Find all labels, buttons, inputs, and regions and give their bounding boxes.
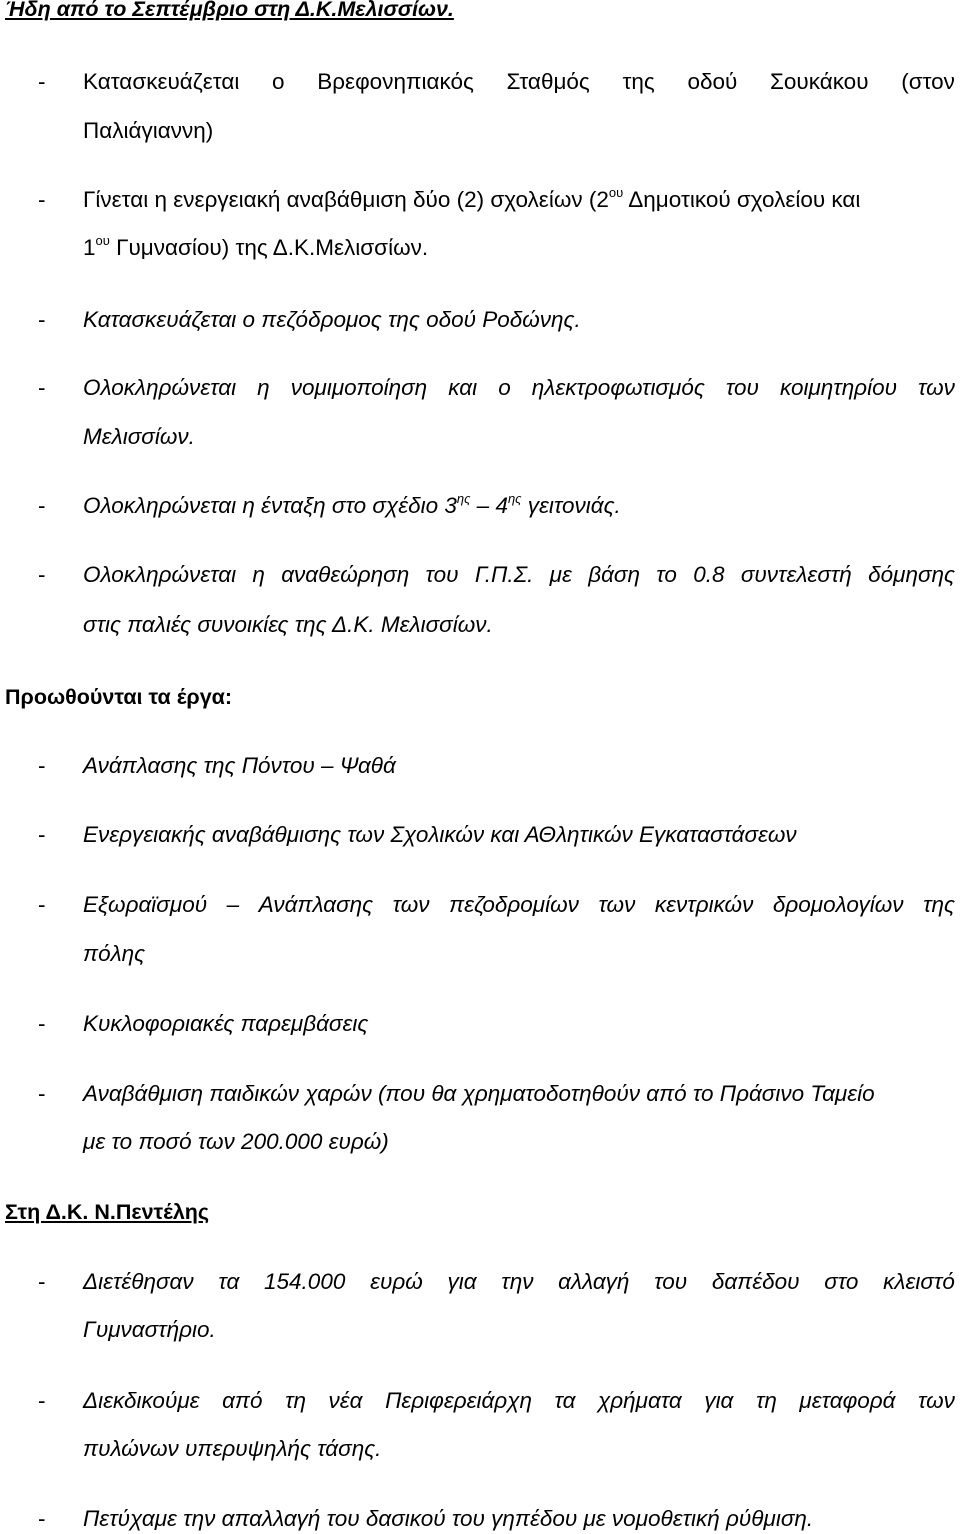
word: Εξωραϊσμού	[83, 892, 208, 917]
list-item-neighborhood-plan: Ολοκληρώνεται η ένταξη στο σχέδιο $3^{\eta\varsigma} - 4^{\eta\varsigma}$ γειτονιάς.	[83, 491, 621, 518]
bullet-dash: -	[38, 753, 46, 778]
list-item-gym-floor-line1	[83, 1267, 955, 1297]
word: οδού	[687, 69, 738, 94]
word: των	[918, 1388, 955, 1413]
word: ευρώ	[370, 1269, 423, 1294]
word: η	[257, 375, 270, 400]
word: δρομολογίων	[772, 892, 904, 917]
bullet-dash: -	[38, 69, 46, 94]
list-item-sidewalks-line1	[83, 890, 955, 920]
bullet-dash: -	[38, 1269, 46, 1294]
word: Κατασκευάζεται	[83, 69, 240, 94]
word: –	[226, 892, 240, 917]
word: κλειστό	[883, 1269, 955, 1294]
word: πεζοδρομίων	[449, 892, 579, 917]
bullet-dash: -	[38, 375, 46, 400]
word: ο	[498, 375, 511, 400]
word: 154.000	[264, 1269, 346, 1294]
word: τη	[285, 1388, 306, 1413]
word: βάση	[588, 562, 640, 587]
section-heading-penteli: Στη Δ.Κ. Ν.Πεντέλης	[5, 1200, 210, 1224]
bullet-dash: -	[38, 1011, 46, 1036]
list-item-school-sports-energy: Ενεργειακής αναβάθμισης των Σχολικών και ΑΘλητικών Εγκαταστάσεων	[83, 822, 797, 847]
bullet-dash: -	[38, 187, 46, 212]
word: στο	[824, 1269, 859, 1294]
list-item-cemetery-line2: Μελισσίων.	[83, 424, 195, 449]
word: το	[656, 562, 677, 587]
word: χρήματα	[598, 1388, 682, 1413]
word: Ολοκληρώνεται	[83, 562, 237, 587]
word: για	[704, 1388, 734, 1413]
word: Σταθμός	[506, 69, 590, 94]
word: δαπέδου	[711, 1269, 800, 1294]
list-item-pylons-line1	[83, 1386, 955, 1416]
word: των	[918, 375, 955, 400]
word: Διεκδικούμε	[83, 1388, 200, 1413]
word: με	[549, 562, 572, 587]
word: Βρεφονηπιακός	[317, 69, 474, 94]
word: τη	[755, 1388, 777, 1413]
list-item-playgrounds-line2: με το ποσό των 200.000 ευρώ)	[83, 1129, 389, 1154]
bullet-dash: -	[38, 892, 46, 917]
list-item-traffic-interventions: Κυκλοφοριακές παρεμβάσεις	[83, 1011, 369, 1036]
bullet-dash: -	[38, 1388, 46, 1413]
word: του	[654, 1269, 688, 1294]
list-item-nursery-line1	[83, 67, 955, 97]
word: Διετέθησαν	[83, 1269, 194, 1294]
section-heading-melissia: Ήδη από το Σεπτέμβριο στη Δ.Κ.Μελισσίων.	[5, 0, 454, 21]
word: δόμησης	[868, 562, 955, 587]
word: νομιμοποίηση	[290, 375, 428, 400]
word: Σουκάκου	[770, 69, 869, 94]
word: συντελεστή	[740, 562, 852, 587]
bullet-dash: -	[38, 822, 46, 847]
list-item-forest-exemption: Πετύχαμε την απαλλαγή του δασικού του γηπέδου με νομοθετική ρύθμιση.	[83, 1506, 814, 1531]
word: ο	[272, 69, 285, 94]
word: του	[725, 375, 759, 400]
word: για	[447, 1269, 477, 1294]
list-item-pontou-psatha: Ανάπλασης της Πόντου – Ψαθά	[83, 753, 396, 778]
list-item-energy-upgrade-line1: Γίνεται η ενεργειακή αναβάθμιση δύο (2) σχολείων ($2^{o\upsilon}$ Δημοτικού σχολείου και	[83, 185, 861, 212]
word: κοιμητηρίου	[779, 375, 897, 400]
bullet-dash: -	[38, 493, 46, 518]
word: η	[252, 562, 265, 587]
word: τα	[554, 1388, 576, 1413]
word: κεντρικών	[654, 892, 754, 917]
word: μεταφορά	[799, 1388, 896, 1413]
bullet-dash: -	[38, 1506, 46, 1531]
word: νέα	[328, 1388, 363, 1413]
list-item-nursery-line2: Παλιάγιαννη)	[83, 118, 214, 143]
word: Περιφερειάρχη	[385, 1388, 532, 1413]
word: του	[425, 562, 459, 587]
word: (στον	[901, 69, 955, 94]
word: την	[501, 1269, 534, 1294]
word: από	[222, 1388, 263, 1413]
word: αλλαγή	[558, 1269, 630, 1294]
word: και	[448, 375, 478, 400]
bullet-dash: -	[38, 1081, 46, 1106]
word: αναθεώρηση	[281, 562, 410, 587]
word: Ολοκληρώνεται	[83, 375, 237, 400]
bullet-dash: -	[38, 307, 46, 332]
list-item-gym-floor-line2: Γυμναστήριο.	[83, 1317, 216, 1342]
word: της	[923, 892, 955, 917]
list-item-playgrounds-line1: Αναβάθμιση παιδικών χαρών (που θα χρηματοδοτηθούν από το Πράσινο Ταμείο	[83, 1081, 875, 1106]
word: τα	[218, 1269, 240, 1294]
list-item-cemetery-line1	[83, 373, 955, 403]
list-item-gps-revision-line1	[83, 560, 955, 590]
word: 0.8	[693, 562, 725, 587]
list-item-gps-revision-line2: στις παλιές συνοικίες της Δ.Κ. Μελισσίων.	[83, 612, 493, 637]
section-heading-projects: Προωθούνται τα έργα:	[5, 685, 233, 709]
list-item-pedestrian-street: Κατασκευάζεται ο πεζόδρομος της οδού Ροδώνης.	[83, 307, 581, 332]
word: των	[392, 892, 430, 917]
word: της	[622, 69, 655, 94]
list-item-pylons-line2: πυλώνων υπερυψηλής τάσης.	[83, 1436, 382, 1461]
bullet-dash: -	[38, 562, 46, 587]
list-item-sidewalks-line2: πόλης	[83, 941, 146, 966]
list-item-energy-upgrade-line2: $1^{o\upsilon}$ Γυμνασίου) της Δ.Κ.Μελισσίων.	[83, 233, 429, 260]
word: ηλεκτροφωτισμός	[531, 375, 705, 400]
word: των	[598, 892, 636, 917]
word: Γ.Π.Σ.	[474, 562, 534, 587]
word: Ανάπλασης	[258, 892, 374, 917]
